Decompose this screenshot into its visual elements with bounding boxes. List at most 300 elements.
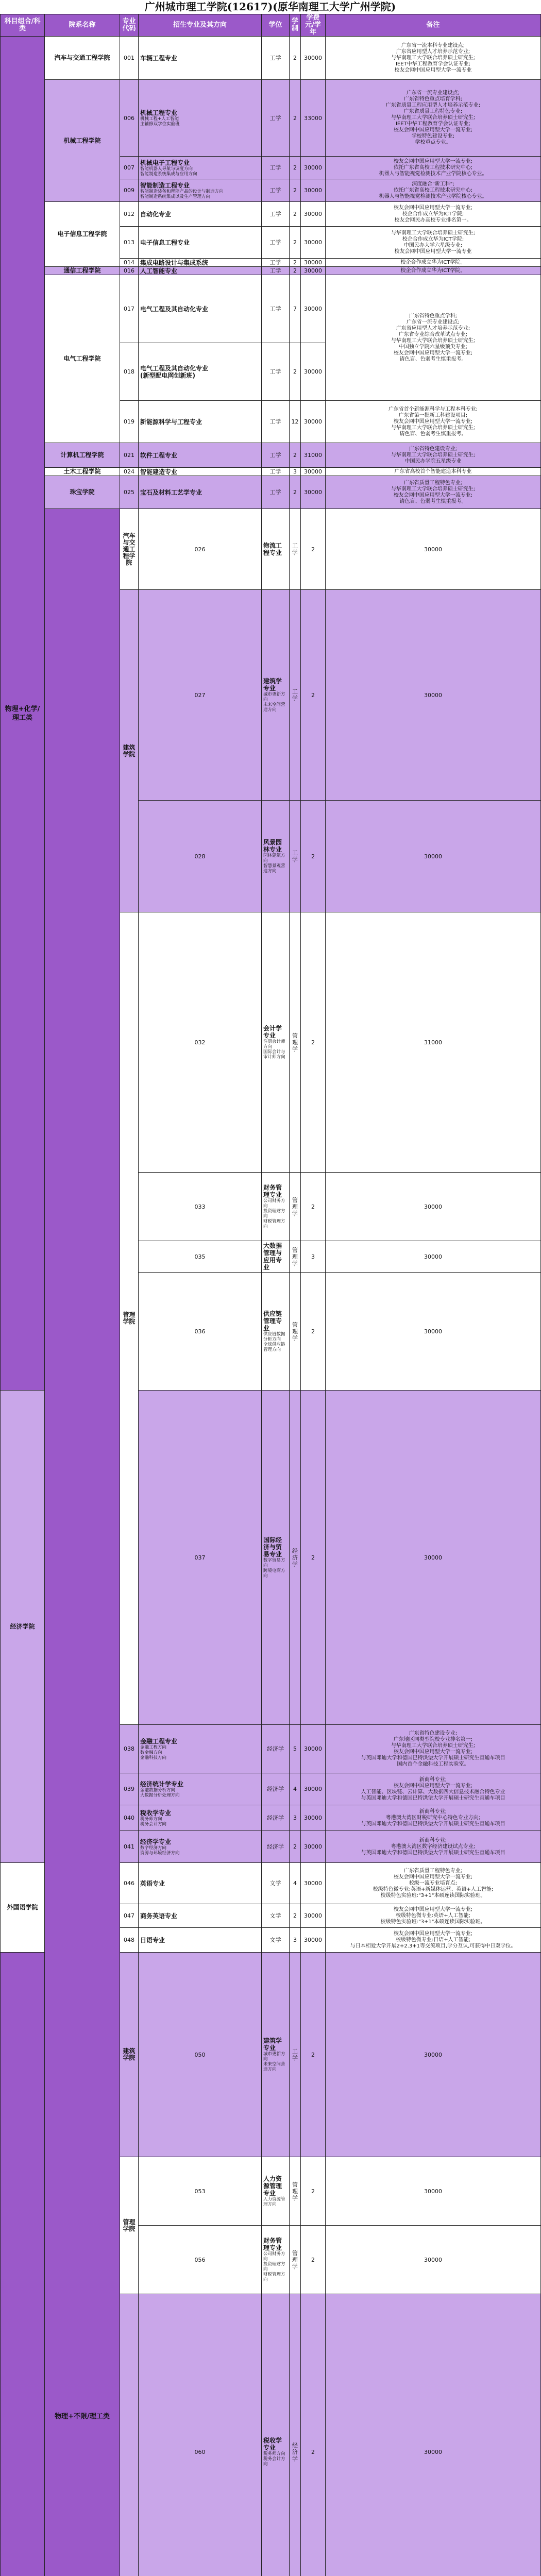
major-direction: 公司财务方向 <box>263 2251 288 2262</box>
major-direction: 财税管理方向 <box>263 1219 288 1229</box>
degree-cell: 工学 <box>262 476 290 509</box>
fee-cell: 30000 <box>301 476 326 509</box>
remark-line: 广东省一流本科专业建设点; <box>327 43 539 49</box>
fee-cell: 30000 <box>301 1904 326 1928</box>
remark-line: 校级一流专业培育点; <box>327 1880 539 1887</box>
remarks-cell <box>326 1725 541 1773</box>
major-cell <box>139 1928 262 1953</box>
remark-line: 校友会网中国应用型大学一流专业 <box>327 67 539 74</box>
department-cell: 土木工程学院 <box>45 468 120 476</box>
table-row <box>1 80 541 157</box>
remarks-cell <box>326 227 541 259</box>
major-name: 英语专业 <box>140 1880 260 1887</box>
header-dept: 院系名称 <box>45 14 120 37</box>
years-cell: 2 <box>301 801 326 912</box>
remark-line: 与英国邓迪大学和德国巴特洪堡大学开展硕士研究生直通车项目 <box>327 1755 539 1761</box>
major-code-cell: 056 <box>139 2226 262 2294</box>
remark-line: 与日本相爱大学开展2+2.3+1等交流项目,学分互认,可获得中日双学位。 <box>327 1943 539 1950</box>
major-code-cell: 006 <box>120 80 139 157</box>
remark-line: 机器人与智能视觉检测技术产业学院核心专业。 <box>327 194 539 200</box>
major-cell <box>139 468 262 476</box>
remark-line: 学校重点专业。 <box>327 140 539 146</box>
years-cell: 2 <box>301 1273 326 1391</box>
table-row <box>1 476 541 509</box>
remark-line: 校友会网中国应用型大学一流专业; <box>327 205 539 211</box>
major-code-cell: 007 <box>120 157 139 179</box>
major-code-cell: 025 <box>120 476 139 509</box>
remark-line: 校友会网中国应用型大学一流专业; <box>327 350 539 357</box>
remark-line: 新商科专业; <box>327 1838 539 1844</box>
years-cell: 2 <box>301 912 326 1173</box>
years-cell: 2 <box>290 227 301 259</box>
remark-line: 请色盲、色弱考生慎重报考。 <box>327 499 539 505</box>
major-name: 国际经济与贸易专业 <box>263 1536 288 1558</box>
degree-cell: 经济学 <box>290 2294 301 2576</box>
major-direction: 全球供应链管理方向 <box>263 1342 288 1352</box>
degree-cell: 管理学 <box>290 2157 301 2226</box>
department-cell: 外国语学院 <box>1 1863 45 1953</box>
years-cell: 3 <box>290 468 301 476</box>
remarks-cell <box>326 1831 541 1863</box>
major-cell <box>262 590 290 801</box>
major-code-cell: 012 <box>120 202 139 227</box>
remark-line: 中国独立学院六星级顶尖专业; <box>327 344 539 350</box>
years-cell: 2 <box>290 267 301 275</box>
major-direction: 税务会计方向 <box>140 1822 260 1827</box>
remark-line: 校级特色微专业:英语+新媒体运营、英语+人工智能; <box>327 1887 539 1893</box>
remark-line: 请色盲、色弱考生慎重报考。 <box>327 357 539 363</box>
admission-table <box>0 14 541 2576</box>
major-direction: 数字经济方向 <box>140 1845 260 1851</box>
fee-cell: 30000 <box>301 179 326 202</box>
major-code-cell: 017 <box>120 275 139 343</box>
major-code-cell: 001 <box>120 37 139 80</box>
major-name: 物流工程专业 <box>263 542 288 556</box>
major-direction: 资源与环境经济方向 <box>140 1851 260 1856</box>
remark-line: 新商科专业; <box>327 1777 539 1783</box>
major-cell <box>262 2294 290 2576</box>
remark-line: 广东省应用型人才培养示范专业; <box>327 326 539 332</box>
years-cell: 12 <box>290 401 301 443</box>
major-cell <box>262 1273 290 1391</box>
remark-line: 广东省第一批新工科建设项目; <box>327 413 539 419</box>
subject-group-cell <box>1 1953 45 2576</box>
table-row <box>1 509 541 590</box>
remark-line: 粤港澳大湾区数字经济建设试点专业; <box>327 1844 539 1850</box>
major-cell <box>139 1831 262 1863</box>
remark-line: 与英国邓迪大学和德国巴特洪堡大学开展硕士研究生直通车项目 <box>327 1795 539 1802</box>
years-cell: 2 <box>290 80 301 157</box>
remark-line: 广东省质量工程应用型人才培养示范专业; <box>327 103 539 109</box>
remark-line: 校友会网民办高校专业排名第一。 <box>327 217 539 224</box>
remarks-cell <box>326 1773 541 1805</box>
remark-line: 深度融合"新工科"; <box>327 181 539 188</box>
major-cell <box>262 1953 290 2157</box>
major-cell <box>139 80 262 157</box>
header-major: 招生专业及其方向 <box>139 14 262 37</box>
header-group: 科目组合/科类 <box>1 14 45 37</box>
department-cell: 建筑学院 <box>120 590 139 912</box>
fee-cell: 30000 <box>301 259 326 267</box>
major-cell <box>139 227 262 259</box>
years-cell: 2 <box>290 179 301 202</box>
table-row <box>1 267 541 275</box>
major-direction: 城市更新方向 <box>263 692 288 702</box>
header-remarks: 备注 <box>326 14 541 37</box>
major-direction: 供应链数据分析方向 <box>263 1332 288 1342</box>
department-cell: 经济学院 <box>1 1391 45 1863</box>
major-direction: 园林建筑方向 <box>263 853 288 863</box>
major-name: 商务英语专业 <box>140 1912 260 1920</box>
fee-cell: 30000 <box>326 2294 541 2576</box>
major-name: 供应链管理专业 <box>263 1310 288 1332</box>
major-code-cell: 046 <box>120 1863 139 1904</box>
major-direction: 智能制造装备和智能产品的设计与制造方向 <box>140 189 260 194</box>
years-cell: 2 <box>290 157 301 179</box>
fee-cell: 31000 <box>301 443 326 468</box>
remarks-cell <box>326 1904 541 1928</box>
remark-line: 与英国邓迪大学和德国巴特洪堡大学开展硕士研究生直通车项目 <box>327 1821 539 1827</box>
major-cell <box>262 2157 290 2226</box>
degree-cell: 工学 <box>262 401 290 443</box>
years-cell: 2 <box>301 1173 326 1241</box>
remarks-cell <box>326 401 541 443</box>
years-cell: 5 <box>290 1725 301 1773</box>
major-cell <box>139 1904 262 1928</box>
fee-cell: 30000 <box>326 590 541 801</box>
fee-cell: 30000 <box>326 1273 541 1391</box>
fee-cell: 31000 <box>326 912 541 1173</box>
major-code-cell: 060 <box>139 2294 262 2576</box>
major-cell <box>139 1725 262 1773</box>
degree-cell: 工学 <box>290 801 301 912</box>
years-cell: 2 <box>301 2157 326 2226</box>
major-direction: 财税管理方向 <box>263 2272 288 2282</box>
major-cell <box>262 801 290 912</box>
major-code-cell: 021 <box>120 443 139 468</box>
remark-line: 校级特色微专业:英语+人工智能; <box>327 1913 539 1919</box>
major-direction: 国际会计与审计师方向 <box>263 1049 288 1060</box>
major-code-cell: 035 <box>139 1241 262 1273</box>
major-name: 风景园林专业 <box>263 839 288 853</box>
remark-line: 校友会网中国应用型大学一流专业; <box>327 1907 539 1913</box>
major-cell <box>139 202 262 227</box>
degree-cell: 管理学 <box>290 1241 301 1273</box>
major-direction: 人力资源管理方向 <box>263 2197 288 2207</box>
major-name: 财务管理专业 <box>263 2237 288 2251</box>
remark-line: 校企合作成立华为ICT学院。 <box>327 260 539 266</box>
remark-line: 广东省一流专业建设点; <box>327 90 539 96</box>
fee-cell: 30000 <box>326 1241 541 1273</box>
remark-line: 校友会网中国应用型大学一流专业; <box>327 493 539 499</box>
major-direction: 未来空间营造方向 <box>263 702 288 713</box>
major-cell <box>139 1773 262 1805</box>
major-name: 经济统计学专业 <box>140 1781 260 1788</box>
major-code-cell: 018 <box>120 343 139 401</box>
degree-cell: 工学 <box>262 157 290 179</box>
degree-cell: 管理学 <box>290 2226 301 2294</box>
remarks-cell <box>326 80 541 157</box>
fee-cell: 30000 <box>301 227 326 259</box>
major-cell <box>139 275 262 343</box>
remark-line: 与华南理工大学联合培养硕士研究生; <box>327 338 539 344</box>
years-cell: 2 <box>301 2226 326 2294</box>
remark-line: 与华南理工大学联合培养硕士研究生; <box>327 1743 539 1749</box>
major-code-cell: 009 <box>120 179 139 202</box>
major-name: 自动化专业 <box>140 211 260 218</box>
subject-group-cell: 物理+不限/理工类 <box>45 509 120 2576</box>
header-degree: 学位 <box>262 14 290 37</box>
major-code-cell: 016 <box>120 267 139 275</box>
fee-cell: 30000 <box>301 202 326 227</box>
fee-cell: 30000 <box>301 37 326 80</box>
major-direction: 投资理财方向 <box>263 2262 288 2272</box>
page-title: 广州城市理工学院(12617)(原华南理工大学广州学院) <box>0 0 540 14</box>
years-cell: 2 <box>290 1831 301 1863</box>
major-class-name: (新型配电网创新班) <box>140 372 260 379</box>
remark-line: 广东省质量工程特色专业; <box>327 1868 539 1874</box>
header-row <box>1 14 541 37</box>
table-row <box>1 468 541 476</box>
remark-line: 校级特色微专业:日语+人工智能; <box>327 1937 539 1943</box>
remarks-cell <box>326 1928 541 1953</box>
years-cell: 2 <box>290 202 301 227</box>
years-cell: 3 <box>290 1805 301 1831</box>
fee-cell: 30000 <box>301 1928 326 1953</box>
degree-cell: 工学 <box>262 275 290 343</box>
remarks-cell <box>326 1863 541 1904</box>
header-fee: 学费元/学年 <box>301 14 326 37</box>
major-cell <box>262 1391 290 1725</box>
remark-line: IEET中华工程教育学会认证专业; <box>327 121 539 127</box>
degree-cell: 经济学 <box>262 1773 290 1805</box>
major-direction: 投资理财方向 <box>263 1209 288 1219</box>
major-code-cell: 032 <box>139 912 262 1173</box>
degree-cell: 工学 <box>262 259 290 267</box>
department-cell: 建筑学院 <box>120 1953 139 2157</box>
fee-cell: 30000 <box>301 267 326 275</box>
degree-cell: 工学 <box>290 509 301 590</box>
major-name: 机械工程专业 <box>140 109 260 116</box>
years-cell: 7 <box>290 275 301 343</box>
department-cell: 管理学院 <box>120 2157 139 2294</box>
major-code-cell: 027 <box>139 590 262 801</box>
remark-line: 校友会网中国应用型大学一流专业; <box>327 159 539 165</box>
years-cell: 2 <box>290 443 301 468</box>
major-code-cell: 040 <box>120 1805 139 1831</box>
department-cell: 汽车与交通工程学院 <box>120 509 139 590</box>
years-cell: 2 <box>301 509 326 590</box>
table-row <box>1 443 541 468</box>
fee-cell: 30000 <box>326 2157 541 2226</box>
major-name: 软件工程专业 <box>140 452 260 459</box>
degree-cell: 经济学 <box>262 1831 290 1863</box>
major-direction: 未来空间营造方向 <box>263 2062 288 2072</box>
remark-line: 与华南理工大学联合培养硕士研究生; <box>327 425 539 431</box>
major-name: 电子信息工程专业 <box>140 239 260 246</box>
major-name: 宝石及材料工艺学专业 <box>140 489 260 496</box>
major-direction: 税务师方向 <box>140 1817 260 1822</box>
major-code-cell: 041 <box>120 1831 139 1863</box>
degree-cell: 工学 <box>290 590 301 801</box>
remark-line: 国内首个金融科技工程实验室。 <box>327 1761 539 1768</box>
years-cell: 2 <box>290 259 301 267</box>
remark-line: 广东地区同类型院校专业排名第一; <box>327 1737 539 1743</box>
major-cell <box>139 259 262 267</box>
table-row <box>1 37 541 80</box>
major-cell <box>139 443 262 468</box>
header-code: 专业代码 <box>120 14 139 37</box>
major-name: 建筑学专业 <box>263 677 288 692</box>
major-direction: 数字贸易方向 <box>263 1558 288 1568</box>
major-code-cell: 047 <box>120 1904 139 1928</box>
degree-cell: 工学 <box>262 179 290 202</box>
major-code-cell: 024 <box>120 468 139 476</box>
remark-line: 广东省高校首个智能建造本科专业 <box>327 469 539 475</box>
remark-line: 校友会网中国应用型大学一流专业; <box>327 1931 539 1937</box>
major-name: 大数据管理与应用专业 <box>263 1242 288 1271</box>
remarks-cell <box>326 259 541 267</box>
major-code-cell: 038 <box>120 1725 139 1773</box>
fee-cell: 30000 <box>301 1805 326 1831</box>
major-name: 财务管理专业 <box>263 1184 288 1198</box>
major-name: 新能源科学与工程专业 <box>140 418 260 426</box>
major-name: 日语专业 <box>140 1937 260 1944</box>
remarks-cell <box>326 468 541 476</box>
degree-cell: 工学 <box>262 202 290 227</box>
department-cell: 珠宝学院 <box>45 476 120 509</box>
remark-line: 校友会网中国应用型大学一流专业; <box>327 419 539 425</box>
remark-line: 校友会网中国应用型大学一流专业; <box>327 1749 539 1755</box>
remark-line: IEET中华工程教育学会认证专业; <box>327 61 539 67</box>
major-code-cell: 048 <box>120 1928 139 1953</box>
major-direction: 城市更新方向 <box>263 2052 288 2062</box>
years-cell: 2 <box>290 37 301 80</box>
major-cell <box>262 1173 290 1241</box>
years-cell: 2 <box>290 476 301 509</box>
degree-cell: 文学 <box>262 1904 290 1928</box>
remark-line: 与华南理工大学联合培养硕士研究生; <box>327 230 539 236</box>
major-direction: 税务师方向 <box>263 2451 288 2456</box>
remark-line: 广东省特色建设专业; <box>327 446 539 452</box>
major-cell <box>262 1241 290 1273</box>
fee-cell: 30000 <box>301 1863 326 1904</box>
major-name: 经济学专业 <box>140 1838 260 1845</box>
fee-cell: 30000 <box>326 509 541 590</box>
department-cell: 通信工程学院 <box>45 267 120 275</box>
remarks-cell <box>326 202 541 227</box>
remarks-cell <box>326 179 541 202</box>
major-code-cell: 014 <box>120 259 139 267</box>
fee-cell: 30000 <box>301 157 326 179</box>
years-cell: 2 <box>301 1953 326 2157</box>
degree-cell: 经济学 <box>290 1391 301 1725</box>
major-direction: 主辅修双学位实验班 <box>140 122 260 127</box>
department-cell: 汽车与交通工程学院 <box>45 37 120 80</box>
major-name: 集成电路设计与集成系统 <box>140 259 260 266</box>
major-code-cell: 037 <box>139 1391 262 1725</box>
table-row <box>1 275 541 343</box>
degree-cell: 文学 <box>262 1928 290 1953</box>
remark-line: 学校特色建设专业; <box>327 133 539 140</box>
table-body <box>1 37 541 2576</box>
remarks-cell <box>326 443 541 468</box>
major-name: 车辆工程专业 <box>140 55 260 62</box>
remark-line: 校友会网中国应用型大学一流专业; <box>327 127 539 133</box>
department-cell <box>120 2294 139 2576</box>
years-cell: 2 <box>301 2294 326 2576</box>
degree-cell: 管理学 <box>290 912 301 1173</box>
degree-cell: 管理学 <box>290 1173 301 1241</box>
major-code-cell: 026 <box>139 509 262 590</box>
major-cell <box>139 401 262 443</box>
major-name: 税收学专业 <box>140 1809 260 1817</box>
remark-line: 广东省特色建设专业; <box>327 1731 539 1737</box>
remarks-cell <box>326 37 541 80</box>
major-direction: 跨境电商方向 <box>263 1568 288 1579</box>
remark-line: 与华南理工大学联合培养硕士研究生; <box>327 486 539 493</box>
remarks-cell <box>326 275 541 401</box>
degree-cell: 工学 <box>262 37 290 80</box>
remark-line: 校友会网中国应用型大学一流专业; <box>327 1783 539 1789</box>
department-cell: 计算机工程学院 <box>45 443 120 468</box>
major-name: 人力资源管理专业 <box>263 2175 288 2197</box>
remark-line: 与华南理工大学联合培养硕士研究生; <box>327 55 539 61</box>
degree-cell: 经济学 <box>262 1805 290 1831</box>
major-code-cell: 013 <box>120 227 139 259</box>
major-cell <box>139 157 262 179</box>
major-direction: 金融科技方向 <box>140 1755 260 1760</box>
major-name: 智能建造专业 <box>140 468 260 476</box>
major-code-cell: 028 <box>139 801 262 912</box>
years-cell: 2 <box>301 1391 326 1725</box>
fee-cell: 30000 <box>326 1391 541 1725</box>
major-name: 建筑学专业 <box>263 2037 288 2052</box>
remark-line: 中国民办大学六星级专业; <box>327 243 539 249</box>
table-row <box>1 202 541 227</box>
remark-line: 依托广东省高校工程技术研究中心; <box>327 165 539 171</box>
remark-line: 请色盲、色弱考生慎重报考。 <box>327 431 539 437</box>
fee-cell: 30000 <box>326 2226 541 2294</box>
major-cell <box>139 476 262 509</box>
degree-cell: 工学 <box>290 1953 301 2157</box>
major-cell <box>139 37 262 80</box>
degree-cell: 文学 <box>262 1863 290 1904</box>
major-direction: 机械工程+人工智能 <box>140 116 260 122</box>
degree-cell: 工学 <box>262 227 290 259</box>
years-cell: 4 <box>290 1773 301 1805</box>
fee-cell: 30000 <box>301 1773 326 1805</box>
major-code-cell: 019 <box>120 401 139 443</box>
major-direction: 智慧景观营造方向 <box>263 863 288 874</box>
major-cell <box>139 343 262 401</box>
major-direction: 智能制造系统集成与应用方向 <box>140 172 260 177</box>
remark-line: 粤港澳大湾区财税研究中心特色专业方向; <box>327 1815 539 1821</box>
major-name: 智能制造工程专业 <box>140 182 260 189</box>
remark-line: 广东省质量工程特色专业; <box>327 480 539 486</box>
fee-cell: 30000 <box>301 1725 326 1773</box>
remark-line: 人工智能、区块链、云计算、大数据四大信息技术融合特色专业 <box>327 1789 539 1795</box>
remarks-cell <box>326 476 541 509</box>
department-cell: 管理学院 <box>120 912 139 1725</box>
major-name: 电气工程及其自动化专业 <box>140 365 260 372</box>
major-cell <box>139 267 262 275</box>
degree-cell: 工学 <box>262 80 290 157</box>
years-cell: 2 <box>290 343 301 401</box>
major-code-cell: 050 <box>139 1953 262 2157</box>
major-direction: 公司财务方向 <box>263 1198 288 1209</box>
remark-line: 广东省应用型人才培养示范专业; <box>327 49 539 55</box>
